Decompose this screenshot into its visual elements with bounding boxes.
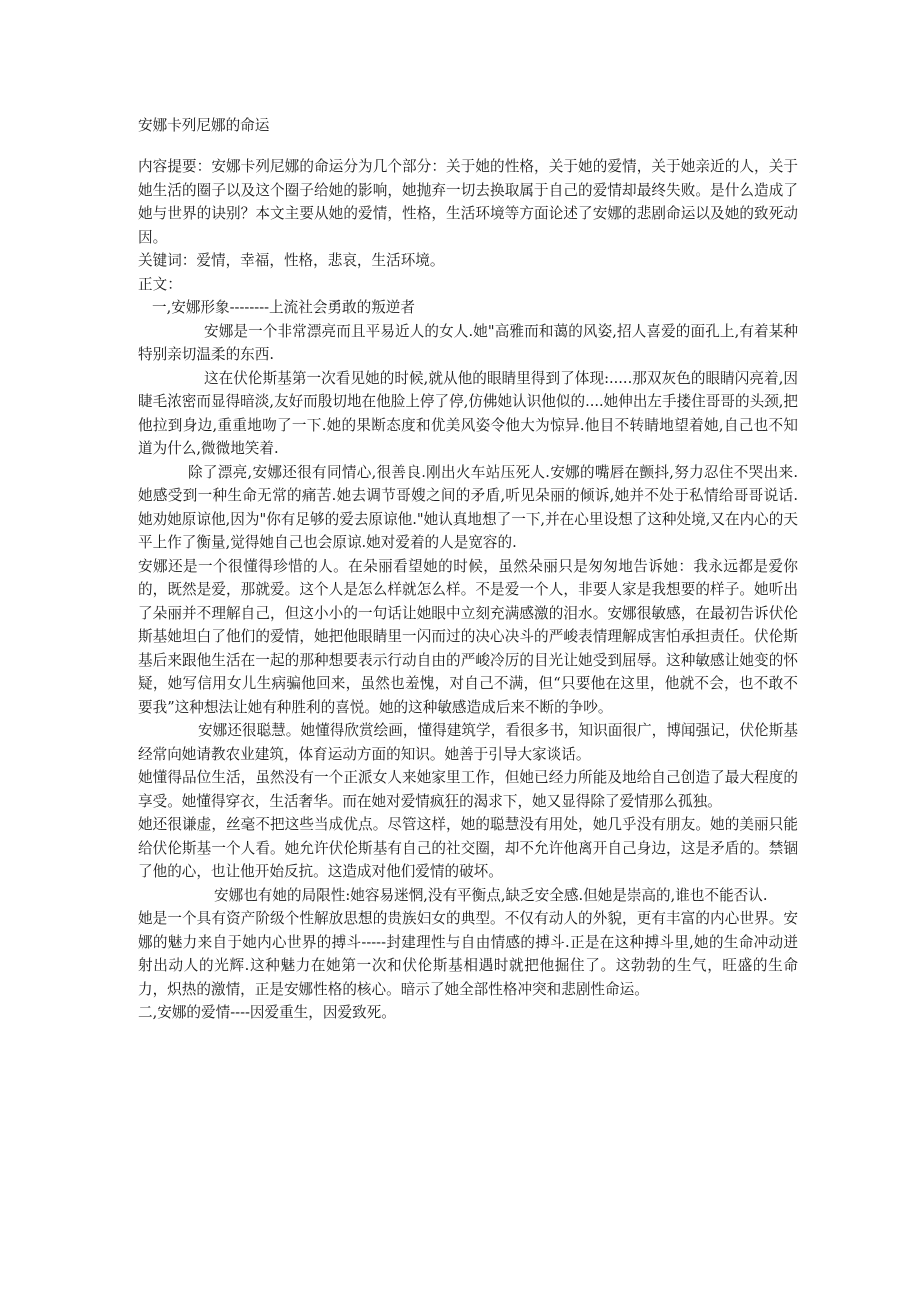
section-heading-2: 二,安娜的爱情----因爱重生，因爱致死。 bbox=[138, 1004, 396, 1021]
paragraph-8: 安娜也有她的局限性:她容易迷惘,没有平衡点,缺乏安全感.但她是崇高的,谁也不能否认. bbox=[214, 886, 768, 904]
paragraph-7: 她还很谦虚，丝毫不把这些当成优点。尽管这样，她的聪慧没有用处，她几乎没有朋友。她的美丽只能给伏伦斯基一个人看。她允许伏伦斯基有自己的社交圈，却不允许他离开自己身边，这是矛盾的。禁锢了他的心，也让他开始反抗。这造成对他们爱情的破坏。 bbox=[138, 816, 798, 880]
document-body bbox=[138, 155, 798, 1025]
document-title: 安娜卡列尼娜的命运 bbox=[138, 117, 270, 134]
paragraph-2: 这在伏伦斯基第一次看见她的时候,就从他的眼睛里得到了体现:.....那双灰色的眼睛闪亮着,因睫毛浓密而显得暗淡,友好而殷切地在他脸上停了停,仿佛她认识他似的....她伸出左手搂住哥哥的头颈,把他拉到身边,重重地吻了一下.她的果断态度和优美风姿令他大为惊异.他目不转睛地望着她,自己也不知道为什么,微微地笑着. bbox=[138, 369, 799, 457]
paragraph-4: 安娜还是一个很懂得珍惜的人。在朵丽看望她的时候，虽然朵丽只是匆匆地告诉她：我永远都是爱你的，既然是爱，那就爱。这个人是怎么样就怎么样。不是爱一个人，非要人家是我想要的样子。她听出了朵丽并不理解自己，但这小小的一句话让她眼中立刻充满感激的泪水。安娜很敏感，在最初告诉伏伦斯基她坦白了他们的爱情，她把他眼睛里一闪而过的决心决斗的严峻表情理解成害怕承担责任。伏伦斯基后来跟他生活在一起的那种想要表示行动自由的严峻冷厉的目光让她受到屈辱。这种敏感让她变的怀疑，她写信用女儿生病骗他回来，虽然也羞愧，对自己不满，但“只要他在这里，他就不会，也不敢不要我”这种想法让她有种胜利的喜悦。她的这种敏感造成后来不断的争吵。 bbox=[138, 557, 798, 716]
paragraph-5: 安娜还很聪慧。她懂得欣赏绘画，懂得建筑学，看很多书，知识面很广，博闻强记，伏伦斯基经常向她请教农业建筑，体育运动方面的知识。她善于引导大家谈话。 bbox=[138, 722, 798, 763]
paragraph-9: 她是一个具有资产阶级个性解放思想的贵族妇女的典型。不仅有动人的外貌，更有丰富的内心世界。安娜的魅力来自于她内心世界的搏斗-----封建理性与自由情感的搏斗.正是在这种搏斗里,她的生命冲动迸射出动人的光辉.这种魅力在她第一次和伏伦斯基相遇时就把他掘住了。这勃勃的生气，旺盛的生命力，炽热的激情，正是安娜性格的核心。暗示了她全部性格冲突和悲剧性命运。 bbox=[138, 910, 798, 998]
body-label: 正文： bbox=[138, 275, 182, 293]
paragraph-1: 安娜是一个非常漂亮而且平易近人的女人.她"高雅而和蔼的风姿,招人喜爱的面孔上,有着某种特别亲切温柔的东西. bbox=[138, 322, 798, 363]
paragraph-6: 她懂得品位生活，虽然没有一个正派女人来她家里工作，但她已经力所能及地给自己创造了最大程度的享受。她懂得穿衣，生活奢华。而在她对爱情疯狂的渴求下，她又显得除了爱情那么孤独。 bbox=[138, 769, 798, 810]
paragraph-3: 除了漂亮,安娜还很有同情心,很善良.刚出火车站压死人.安娜的嘴唇在颤抖,努力忍住不哭出来.她感受到一种生命无常的痛苦.她去调节哥嫂之间的矛盾,听见朵丽的倾诉,她并不处于私情给哥哥说话.她劝她原谅他,因为"你有足够的爱去原谅他."她认真地想了一下,并在心里设想了这种处境,又在内心的天平上作了衡量,觉得她自己也会原谅.她对爱着的人是宽容的. bbox=[138, 463, 798, 551]
keywords-line: 关键词：爱情，幸福，性格，悲哀，生活环境。 bbox=[138, 252, 445, 269]
section-heading-1: 一,安娜形象--------上流社会勇敢的叛逆者 bbox=[152, 299, 415, 316]
abstract-paragraph: 内容提要：安娜卡列尼娜的命运分为几个部分：关于她的性格，关于她的爱情，关于她亲近的人，关于她生活的圈子以及这个圈子给她的影响，她抛弃一切去换取属于自己的爱情却最终失败。是什么造成了她与世界的诀别？本文主要从她的爱情，性格，生活环境等方面论述了安娜的悲剧命运以及她的致死动因。 bbox=[138, 158, 798, 246]
